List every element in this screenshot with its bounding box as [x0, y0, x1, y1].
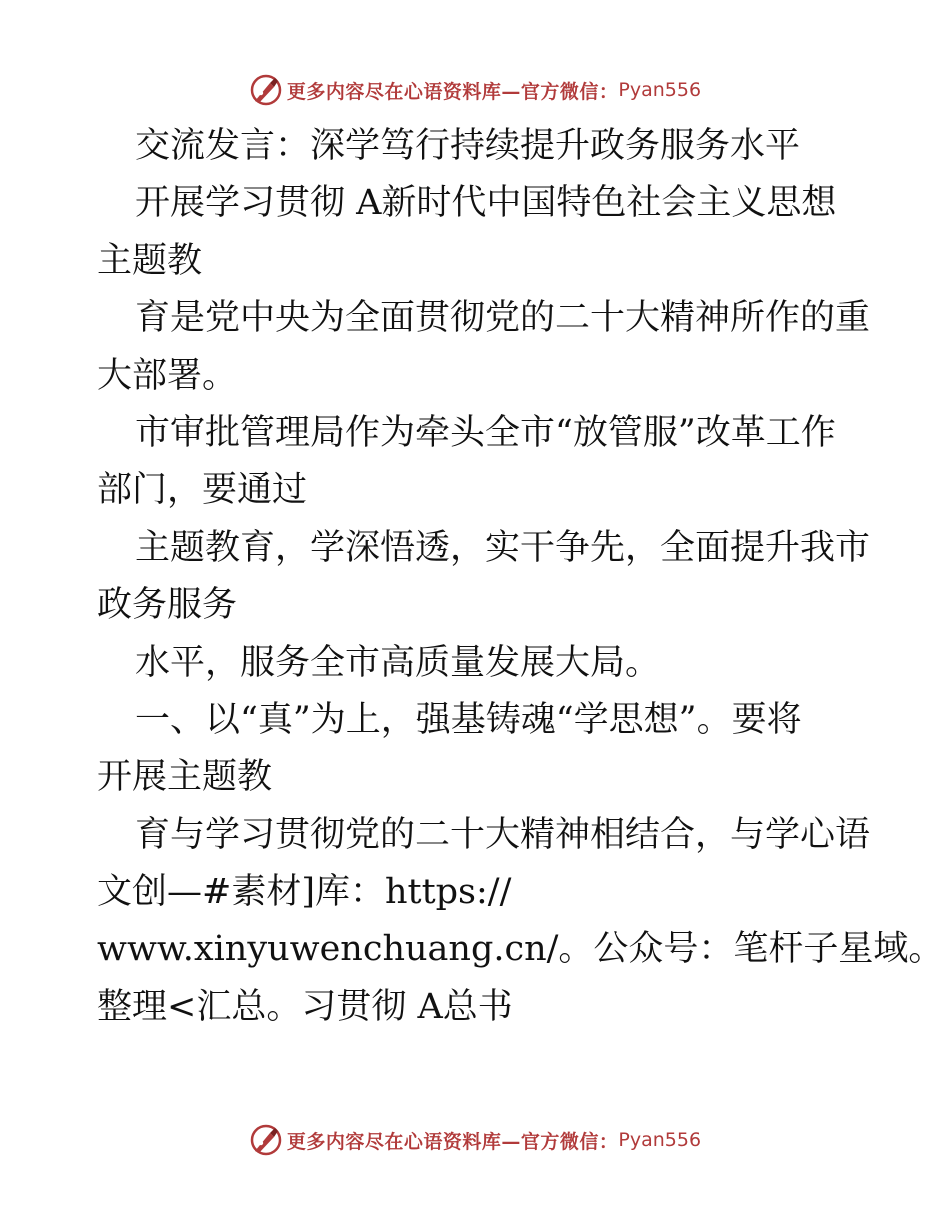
section-heading-line: 一、以“真”为上，强基铸魂“学思想”。要将	[135, 699, 802, 740]
paragraph-line: 大部署。	[97, 355, 238, 396]
paragraph-line: 文创—#素材]库：https://	[97, 872, 512, 913]
paragraph-line: 政务服务	[97, 585, 238, 626]
paragraph-line: 整理<汇总。习贯彻 A总书	[97, 986, 513, 1027]
paragraph-line: 开展主题教	[97, 757, 273, 798]
footer-watermark-banner	[0, 1120, 950, 1160]
document-body	[97, 118, 944, 1036]
paragraph-line: 主题教	[97, 240, 203, 281]
header-watermark-banner	[0, 70, 950, 110]
document-title: 交流发言：深学笃行持续提升政务服务水平	[135, 126, 801, 166]
paragraph-line: 育与学习贯彻党的二十大精神相结合，与学心语	[135, 814, 871, 855]
paragraph-line: 水平，服务全市高质量发展大局。	[135, 642, 661, 683]
banner-wechat-id: Pyan556	[618, 1129, 702, 1151]
pen-logo-icon	[249, 1123, 283, 1157]
paragraph-line: 开展学习贯彻 A新时代中国特色社会主义思想	[135, 183, 837, 224]
url-line: www.xinyuwenchuang.cn/。公众号：笔杆子星域。	[97, 929, 944, 970]
paragraph-line: 育是党中央为全面贯彻党的二十大精神所作的重	[135, 298, 871, 339]
paragraph-line: 部门，要通过	[97, 470, 308, 511]
pen-logo-icon	[249, 73, 283, 107]
paragraph-line: 市审批管理局作为牵头全市“放管服”改革工作	[135, 412, 836, 453]
banner-text: 更多内容尽在心语资料库—官方微信：	[286, 80, 619, 103]
paragraph-line: 主题教育，学深悟透，实干争先，全面提升我市	[135, 527, 871, 568]
banner-text: 更多内容尽在心语资料库—官方微信：	[286, 1130, 619, 1153]
banner-wechat-id: Pyan556	[618, 79, 702, 101]
